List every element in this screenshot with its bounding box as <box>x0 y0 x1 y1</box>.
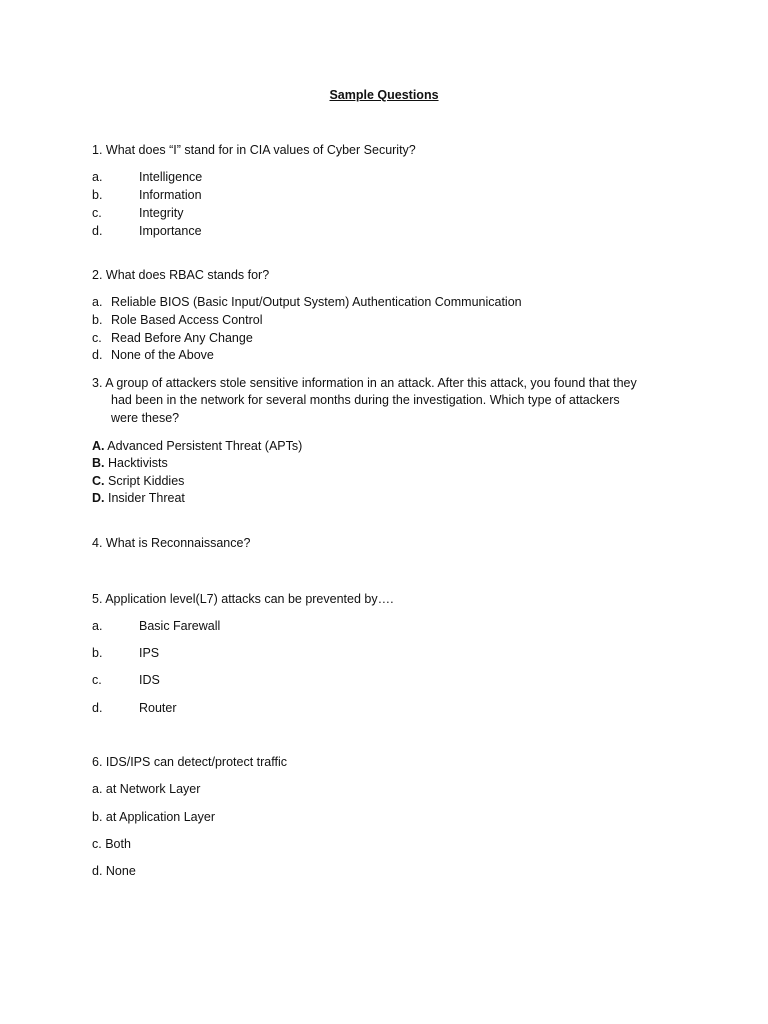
q2-option-a <box>92 294 522 310</box>
q3-option-b <box>92 455 168 471</box>
option-letter: c. <box>92 206 102 220</box>
option-text: Script Kiddies <box>107 474 185 488</box>
question-3-line-2: had been in the network for several months during the investigation. Which type of attackers <box>111 393 620 407</box>
option-letter: b. <box>92 313 103 327</box>
option-letter: a. <box>92 295 103 309</box>
q3-option-d <box>92 490 185 506</box>
option-letter: C. <box>92 474 105 488</box>
option-letter: d. <box>92 701 103 715</box>
option-text: Router <box>139 701 177 715</box>
question-1: 1. What does “I” stand for in CIA values of Cyber Security? <box>92 143 416 157</box>
question-3-line-3: were these? <box>111 411 180 425</box>
option-letter: d. <box>92 348 103 362</box>
q6-option-d: d. None <box>92 864 136 878</box>
option-text: IDS <box>139 673 160 687</box>
option-letter: c. <box>92 673 102 687</box>
option-text: Insider Threat <box>107 491 185 505</box>
q5-option-c <box>92 672 160 688</box>
q5-option-b <box>92 645 159 661</box>
q1-option-b <box>92 187 202 203</box>
option-text: Importance <box>139 224 202 238</box>
option-letter: D. <box>92 491 105 505</box>
q1-option-c <box>92 205 183 221</box>
option-text: Basic Farewall <box>139 619 221 633</box>
q1-option-a <box>92 169 202 185</box>
q6-option-b: b. at Application Layer <box>92 810 215 824</box>
option-letter: a. <box>92 170 103 184</box>
question-4: 4. What is Reconnaissance? <box>92 536 251 550</box>
question-3-line-1: 3. A group of attackers stole sensitive information in an attack. After this attack, you found that they <box>92 376 637 390</box>
option-text: Advanced Persistent Threat (APTs) <box>107 439 303 453</box>
option-text: Role Based Access Control <box>111 313 263 327</box>
option-letter: b. <box>92 646 103 660</box>
option-text: None of the Above <box>111 348 214 362</box>
q5-option-a <box>92 618 220 634</box>
option-text: Intelligence <box>139 170 203 184</box>
option-text: Information <box>139 188 202 202</box>
q5-option-d <box>92 700 177 716</box>
option-text: Integrity <box>139 206 184 220</box>
q6-option-a: a. at Network Layer <box>92 782 201 796</box>
q1-option-d <box>92 223 202 239</box>
question-5: 5. Application level(L7) attacks can be prevented by…. <box>92 592 394 606</box>
option-text: Reliable BIOS (Basic Input/Output System) Authentication Communication <box>111 295 522 309</box>
option-letter: a. <box>92 619 103 633</box>
q6-option-c: c. Both <box>92 837 131 851</box>
option-letter: A. <box>92 439 105 453</box>
option-text: Read Before Any Change <box>111 331 253 345</box>
q2-option-d <box>92 347 214 363</box>
question-2: 2. What does RBAC stands for? <box>92 268 270 282</box>
option-text: Hacktivists <box>107 456 168 470</box>
option-letter: B. <box>92 456 105 470</box>
question-6: 6. IDS/IPS can detect/protect traffic <box>92 755 288 769</box>
q2-option-b <box>92 312 262 328</box>
q3-option-a <box>92 438 302 454</box>
option-letter: c. <box>92 331 102 345</box>
option-text: IPS <box>139 646 160 660</box>
option-letter: d. <box>92 224 103 238</box>
option-letter: b. <box>92 188 103 202</box>
q2-option-c <box>92 330 253 346</box>
q3-option-c <box>92 473 184 489</box>
page-title: Sample Questions <box>329 88 439 102</box>
